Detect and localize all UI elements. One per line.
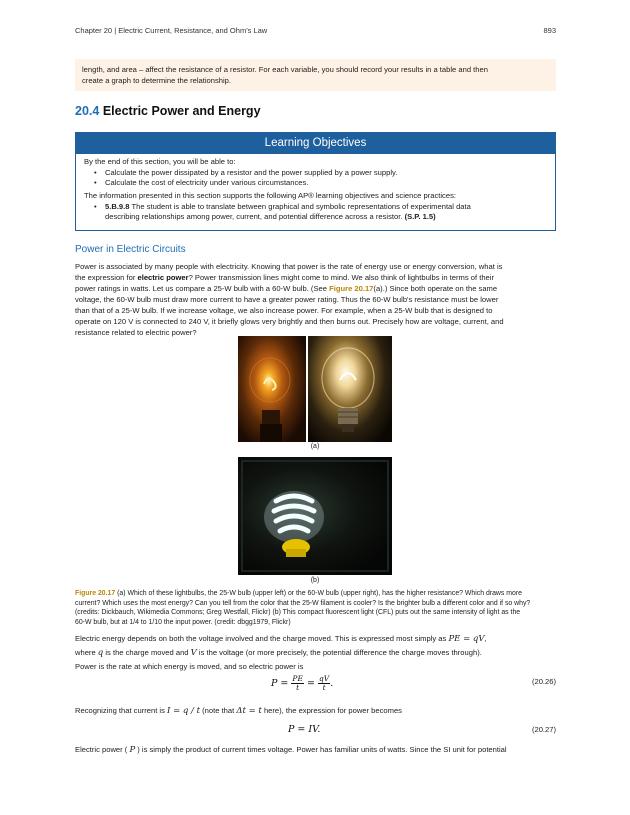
paragraph-power-intro: Power is associated by many people with electricity. Knowing that power is the rate of energy use or energy conversion, what is the expression for electric power? Power transmission lines might come to mind. We also think of lightbulbs in terms of their power ratings in watts. Let us compare a 25-W bulb with a 60-W bulb. (See Figure 20.17(a).) Since both operate on the same voltage, the 60-W bulb must draw more current to have a greater power rating. Thus the 60-W bulb's resistance must be lower than that of a 25-W bulb. If we increase voltage, we also increase power. For example, when a 25-W bulb that is designed to operate on 120 V is connected to 240 V, it briefly glows very brightly and then burns out. Precisely how are voltage, current, and resistance related to electric power? <box>75 262 504 337</box>
objective-item: • Calculate the cost of electricity under various circumstances. <box>94 178 309 187</box>
ap-objectives-list <box>84 202 547 222</box>
equation-power-rate: P = $\frac{PE}{t}$ = $\frac{qV}{t}$ . <box>271 674 334 692</box>
equation-power-iv: P = IV. <box>288 724 321 735</box>
bullet-icon: • <box>94 202 97 211</box>
figure-link[interactable]: Figure 20.17 <box>329 284 374 293</box>
equation-number: (20.27) <box>531 725 556 734</box>
objectives-intro: By the end of this section, you will be able to: <box>84 157 236 166</box>
objective-item: • Calculate the power dissipated by a resistor and the power supplied by a power supply. <box>94 168 398 177</box>
fraction: $\frac{PE}{t}$ <box>292 674 303 692</box>
photo-60w-bulb <box>308 336 392 442</box>
figure-label-b: (b) <box>310 577 320 584</box>
lab-note-box <box>75 59 556 91</box>
ap-objective-item: • 5.B.9.8 The student is able to translate between graphical and symbolic representations of experimental data describing relationships among power, current, and potential difference across a resistor. (S.P. 1.5) <box>94 202 471 221</box>
ap-objective-code: 5.B.9.8 <box>105 202 130 211</box>
objectives-list <box>84 168 547 188</box>
fraction: $\frac{qV}{t}$ <box>318 674 330 692</box>
page-number: 893 <box>543 26 556 35</box>
note-line: create a graph to determine the relationship. <box>82 76 232 85</box>
learning-objectives-box <box>75 132 556 231</box>
section-number: 20.4 <box>75 104 100 118</box>
running-header <box>75 26 556 38</box>
equation-number: (20.26) <box>531 677 556 686</box>
bullet-icon: • <box>94 178 97 187</box>
note-line: length, and area – affect the resistance of a resistor. For each variable, you should record your results in a table and then <box>82 65 488 74</box>
paragraph-power-units: Electric power ( P ) is simply the product of current times voltage. Power has familiar units of watts. Since the SI unit for potential <box>75 745 507 755</box>
science-practice-tag: (S.P. 1.5) <box>404 212 436 221</box>
math-inline: PE = qV <box>448 634 485 644</box>
figure-caption-label: Figure 20.17 <box>75 590 116 597</box>
section-title-text: Electric Power and Energy <box>102 104 261 118</box>
cfl-illustration <box>238 457 392 575</box>
paragraph-current-definition: Recognizing that current is I = q / t (note that Δt = t here), the expression for power becomes <box>75 706 402 716</box>
dim-bulb-illustration <box>238 336 306 442</box>
learning-objectives-body <box>76 154 555 222</box>
subsection-title: Power in Electric Circuits <box>75 244 186 255</box>
photo-25w-bulb <box>238 336 306 442</box>
ap-intro: The information presented in this section supports the following AP® learning objectives and science practices: <box>84 191 456 200</box>
figure-label-a: (a) <box>310 443 320 450</box>
learning-objectives-heading: Learning Objectives <box>76 133 555 154</box>
chapter-title: Chapter 20 | Electric Current, Resistance, and Ohm's Law <box>75 26 268 35</box>
section-title <box>75 104 261 118</box>
paragraph-electric-energy: Electric energy depends on both the voltage involved and the charge moved. This is expressed most simply as PE = qV, where q is the charge moved and V is the voltage (or more precisely, the potential difference the charge moves through). Power is the rate at which energy is moved, and so electric power is <box>75 634 487 671</box>
figure-caption: Figure 20.17 (a) Which of these lightbulbs, the 25-W bulb (upper left) or the 60-W bulb (upper right), has the higher resistance? Which draws more current? Which uses the most energy? Can you tell from the color that the 25-W filament is cooler? Is the brighter bulb a different color and if so why? (credits: Dickbauch, Wikimedia Commons; Greg Westfall, Flickr) (b) This compact fluorescent light (CFL) puts out the same intensity of light as the 60-W bulb, but at 1/4 to 1/10 the input power. (credit: dbgg1979, Flickr) <box>75 590 531 626</box>
photo-cfl-bulb <box>238 457 392 575</box>
bullet-icon: • <box>94 168 97 177</box>
key-term: electric power <box>137 273 189 282</box>
bright-bulb-illustration <box>308 336 392 442</box>
